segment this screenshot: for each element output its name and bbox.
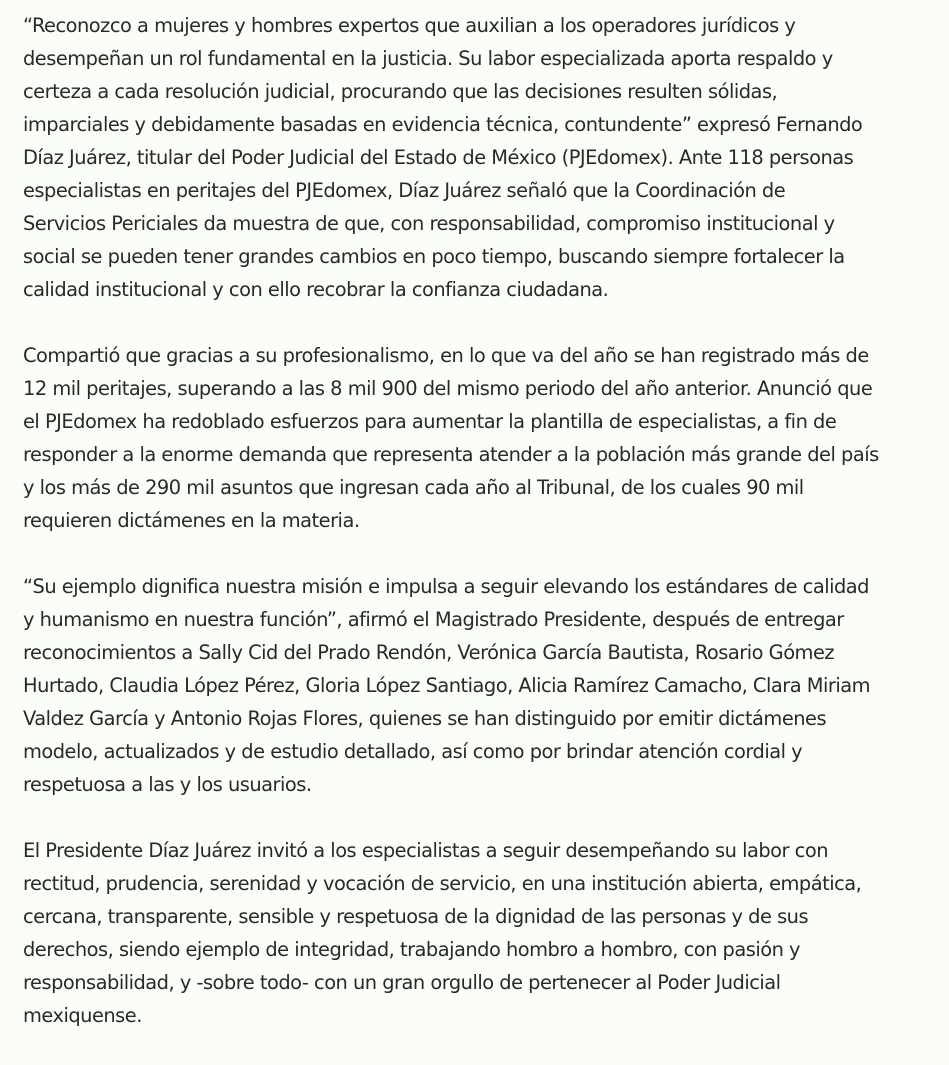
article-paragraph-4: El Presidente Díaz Juárez invitó a los especialistas a seguir desempeñando su labor con rectitud, prudencia, serenidad y vocación de servicio, en una institución abierta, empática, cercana, transparente, sensible y respetuosa de la dignidad de las personas y de sus derechos, siendo ejemplo de integridad, trabajando hombro a hombro, con pasión y responsabilidad, y -sobre todo- con un gran orgullo de pertenecer al Poder Judicial mexiquense. [23,839,862,1027]
article-paragraph-3: “Su ejemplo dignifica nuestra misión e impulsa a seguir elevando los estándares de calidad y humanismo en nuestra función”, afirmó el Magistrado Presidente, después de entregar reconocimientos a Sally Cid del Prado Rendón, Verónica García Bautista, Rosario Gómez Hurtado, Claudia López Pérez, Gloria López Santiago, Alicia Ramírez Camacho, Clara Miriam Valdez García y Antonio Rojas Flores, quienes se han distinguido por emitir dictámenes modelo, actualizados y de estudio detallado, así como por brindar atención cordial y respetuosa a las y los usuarios. [23,575,870,796]
article-paragraph-2: Compartió que gracias a su profesionalismo, en lo que va del año se han registrado más de 12 mil peritajes, superando a las 8 mil 900 del mismo periodo del año anterior. Anunció que el PJEdomex ha redoblado esfuerzos para aumentar la plantilla de especialistas, a fin de responder a la enorme demanda que representa atender a la población más grande del país y los más de 290 mil asuntos que ingresan cada año al Tribunal, de los cuales 90 mil requieren dictámenes en la materia. [23,344,879,532]
article-body [23,9,938,1065]
article-paragraph-1: “Reconozco a mujeres y hombres expertos que auxilian a los operadores jurídicos y desempeñan un rol fundamental en la justicia. Su labor especializada aporta respaldo y certeza a cada resolución judicial, procurando que las decisiones resulten sólidas, imparciales y debidamente basadas en evidencia técnica, contundente” expresó Fernando Díaz Juárez, titular del Poder Judicial del Estado de México (PJEdomex). Ante 118 personas especialistas en peritajes del PJEdomex, Díaz Juárez señaló que la Coordinación de Servicios Periciales da muestra de que, con responsabilidad, compromiso institucional y social se pueden tener grandes cambios en poco tiempo, buscando siempre fortalecer la calidad institucional y con ello recobrar la confianza ciudadana. [23,14,863,301]
